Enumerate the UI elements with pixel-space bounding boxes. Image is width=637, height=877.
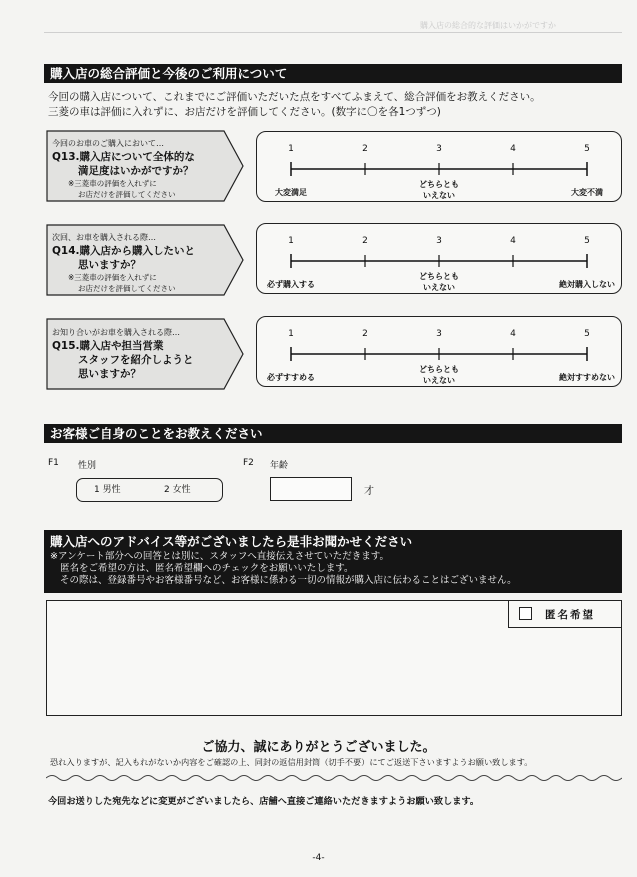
q14-option-1[interactable]: 1	[288, 236, 294, 246]
contact-notice: 今回お送りした宛先などに変更がございましたら、店舗へ直接ご連絡いただきますようお願い致します。	[48, 796, 480, 807]
f2-code: F2	[243, 458, 254, 468]
q14-option-5[interactable]: 5	[584, 236, 590, 246]
q15-option-1[interactable]: 1	[288, 329, 294, 339]
q14-note-2: お店だけを評価してください	[78, 283, 176, 293]
q14-line-1: Q14.購入店から購入したいと	[52, 244, 196, 257]
q14-lead: 次回、お車を購入される際…	[52, 233, 156, 242]
intro-line-2: 三菱の車は評価に入れずに、お店だけを評価してください。(数字に〇を各1つずつ)	[48, 106, 441, 118]
q13-option-3[interactable]: 3	[436, 144, 442, 154]
q15-line-3: 思いますか？	[78, 367, 141, 380]
advice-header	[44, 530, 622, 593]
q14-question	[52, 232, 195, 294]
gender-female-option[interactable]: 2 女性	[164, 485, 191, 495]
q14-option-3[interactable]: 3	[436, 236, 442, 246]
section-title-overall: 購入店の総合評価と今後のご利用について	[44, 64, 622, 83]
advice-note-2: 匿名をご希望の方は、匿名希望欄へのチェックをお願いいたします。	[60, 563, 354, 574]
anonymous-label: 匿名希望	[545, 609, 595, 621]
q13-option-4[interactable]: 4	[510, 144, 516, 154]
q13-option-5[interactable]: 5	[584, 144, 590, 154]
q14-label-right: 絶対購入しない	[559, 280, 615, 289]
q15-option-4[interactable]: 4	[510, 329, 516, 339]
thanks-message: ご協力、誠にありがとうございました。	[201, 740, 436, 755]
q13-label-mid-2: いえない	[423, 191, 455, 200]
q13-question	[52, 138, 195, 200]
q15-option-2[interactable]: 2	[362, 329, 368, 339]
q14-label-mid-1: どちらとも	[419, 272, 459, 281]
q14-label-mid	[394, 271, 484, 293]
q14-label-mid-2: いえない	[423, 283, 455, 292]
q15-label-mid-1: どちらとも	[419, 365, 459, 374]
q14-option-2[interactable]: 2	[362, 236, 368, 246]
q14-option-4[interactable]: 4	[510, 236, 516, 246]
q13-rating-scale	[256, 131, 622, 202]
wavy-divider	[46, 773, 622, 783]
q13-line-2: 満足度はいかがですか？	[78, 164, 194, 177]
q15-rating-scale	[256, 316, 622, 387]
q13-label-mid	[394, 179, 484, 201]
q15-line-1: Q15.購入店や担当営業	[52, 339, 164, 352]
q15-label-right: 絶対すすめない	[558, 373, 616, 382]
q15-line-2: スタッフを紹介しようと	[78, 353, 194, 366]
faint-header-rule	[44, 32, 622, 33]
q15-lead: お知り合いがお車を購入される際…	[52, 328, 180, 337]
q15-option-3[interactable]: 3	[436, 329, 442, 339]
advice-note-1: ※アンケート部分への回答とは別に、スタッフへ直接伝えさせていただきます。	[50, 551, 389, 562]
gender-selector	[76, 478, 223, 502]
page-number: -4-	[312, 853, 325, 863]
q14-rating-scale	[256, 223, 622, 294]
age-unit: 才	[364, 486, 374, 497]
q15-label-left: 必ずすすめる	[266, 373, 316, 382]
q13-lead: 今回のお車のご購入において…	[52, 139, 164, 148]
advice-note-3: その際は、登録番号やお客様番号など、お客様に係わる一切の情報が購入店に伝わることはございません。	[60, 575, 517, 586]
q14-label-left: 必ず購入する	[267, 280, 315, 289]
q13-note-2: お店だけを評価してください	[78, 189, 176, 199]
anonymous-checkbox[interactable]	[519, 607, 532, 620]
q13-label-right: 大変不満	[571, 188, 603, 197]
q14-line-2: 思いますか？	[78, 258, 141, 271]
section-intro	[48, 90, 541, 120]
faint-header-text: 購入店の総合的な評価はいかがですか	[420, 21, 556, 30]
q13-note-1: ※三菱車の評価を入れずに	[68, 178, 157, 188]
q14-note-1: ※三菱車の評価を入れずに	[68, 272, 157, 282]
q13-option-2[interactable]: 2	[362, 144, 368, 154]
q13-label-mid-1: どちらとも	[419, 180, 459, 189]
q15-label-mid-2: いえない	[423, 376, 455, 385]
q13-label-left: 大変満足	[275, 188, 307, 197]
f1-label: 性別	[78, 461, 97, 471]
q13-line-1: Q13.購入店について全体的な	[52, 150, 195, 163]
q15-question	[52, 327, 194, 381]
return-request: 恐れ入りますが、記入もれがないか内容をご確認の上、同封の返信用封筒（切手不要）にてご返送下さいますようお願い致します。	[50, 757, 533, 767]
q15-option-5[interactable]: 5	[584, 329, 590, 339]
anonymous-box	[508, 600, 622, 628]
intro-line-1: 今回の購入店について、これまでにご評価いただいた点をすべてふまえて、総合評価をお教えください。	[48, 91, 541, 103]
f2-label: 年齢	[270, 461, 289, 471]
q15-label-mid	[394, 364, 484, 386]
f1-code: F1	[48, 458, 59, 468]
q13-option-1[interactable]: 1	[288, 144, 294, 154]
gender-male-option[interactable]: 1 男性	[94, 485, 121, 495]
age-input[interactable]	[270, 477, 352, 501]
section-title-advice: 購入店へのアドバイス等がございましたら是非お聞かせください	[50, 534, 413, 549]
section-title-customer: お客様ご自身のことをお教えください	[44, 424, 622, 443]
